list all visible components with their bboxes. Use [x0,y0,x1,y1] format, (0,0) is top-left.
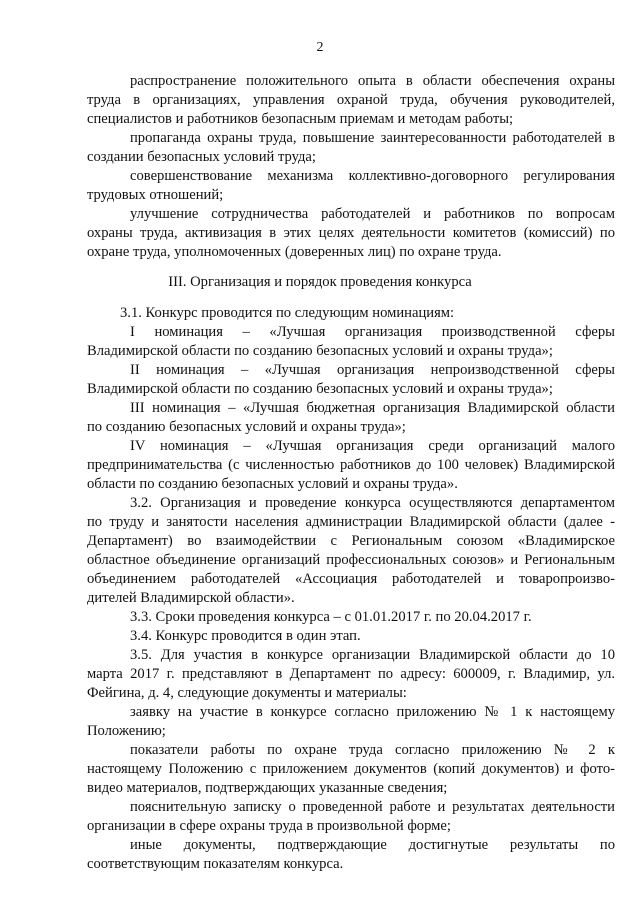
text-line: распространение положительного опыта в области обеспечения охраны [130,73,615,89]
text-line: Владимирской области по созданию безопасных условий и охраны труда»; [87,343,553,359]
text-line: трудовых отношений; [87,187,224,203]
text-line: соответствующим показателям конкурса. [87,856,344,872]
text-line: Владимирской области по созданию безопасных условий и охраны труда»; [87,381,553,397]
page-number: 2 [316,40,324,55]
text-line: марта 2017 г. представляют в Департамент по адресу: 600009, г. Владимир, ул. [87,666,615,682]
text-line: настоящему Положению с приложением документов (копий документов) и фото- [87,761,615,777]
text-line: 3.4. Конкурс проводится в один этап. [130,628,361,644]
text-line: улучшение сотрудничества работодателей и работников по вопросам [130,206,615,222]
text-line: I номинация – «Лучшая организация производственной сферы [130,324,615,340]
text-line: организации в сфере охраны труда в произвольной форме; [87,818,451,834]
text-line: заявку на участие в конкурсе согласно приложению № 1 к настоящему [130,704,615,720]
text-line: специалистов и работников безопасным приемам и методам работы; [87,111,514,127]
text-line: создании безопасных условий труда; [87,149,316,165]
text-line: предпринимательства (с численностью работников до 100 человек) Владимирской [87,457,615,473]
text-line: по труду и занятости населения администрации Владимирской области (далее - [87,514,615,530]
text-line: области по созданию безопасных условий и охраны труда». [87,476,458,492]
text-line: труда в организациях, управления охраной труда, обучения руководителей, [87,92,615,108]
text-line: 3.1. Конкурс проводится по следующим номинациям: [120,305,455,321]
text-line: III номинация – «Лучшая бюджетная организация Владимирской области [130,400,615,416]
text-line: IV номинация – «Лучшая организация среди организаций малого [130,438,615,454]
text-line: охраны труда, активизация в этих целях деятельности комитетов (комиссий) по [87,225,615,241]
text-line: Департамент) во взаимодействии с Региональным союзом «Владимирское [87,533,615,549]
text-line: показатели работы по охране труда согласно приложению № 2 к [130,742,615,758]
text-line: совершенствование механизма коллективно-договорного регулирования [130,168,615,184]
text-line: объединением работодателей «Ассоциация работодателей и товаропроизво- [87,571,615,587]
text-line: дителей Владимирской области». [87,590,295,606]
text-line: по созданию безопасных условий и охраны труда»; [87,419,406,435]
text-line: видео материалов, подтверждающих указанные сведения; [87,780,448,796]
text-line: Положению; [87,723,166,739]
section-heading: III. Организация и порядок проведения конкурса [168,274,472,290]
text-line: 3.5. Для участия в конкурсе организации Владимирской области до 10 [130,647,615,663]
text-line: 3.2. Организация и проведение конкурса осуществляются департаментом [130,495,615,511]
text-line: 3.3. Сроки проведения конкурса – с 01.01.2017 г. по 20.04.2017 г. [130,609,532,625]
text-line: иные документы, подтверждающие достигнутые результаты по [130,837,615,853]
text-line: Фейгина, д. 4, следующие документы и материалы: [87,685,407,701]
text-line: охране труда, уполномоченных (доверенных лиц) по охране труда. [87,244,502,260]
text-line: пропаганда охраны труда, повышение заинтересованности работодателей в [130,130,615,146]
text-line: областное объединение организаций профессиональных союзов» и Региональным [87,552,615,568]
text-line: II номинация – «Лучшая организация непроизводственной сферы [130,362,615,378]
text-line: пояснительную записку о проведенной работе и результатах деятельности [130,799,615,815]
